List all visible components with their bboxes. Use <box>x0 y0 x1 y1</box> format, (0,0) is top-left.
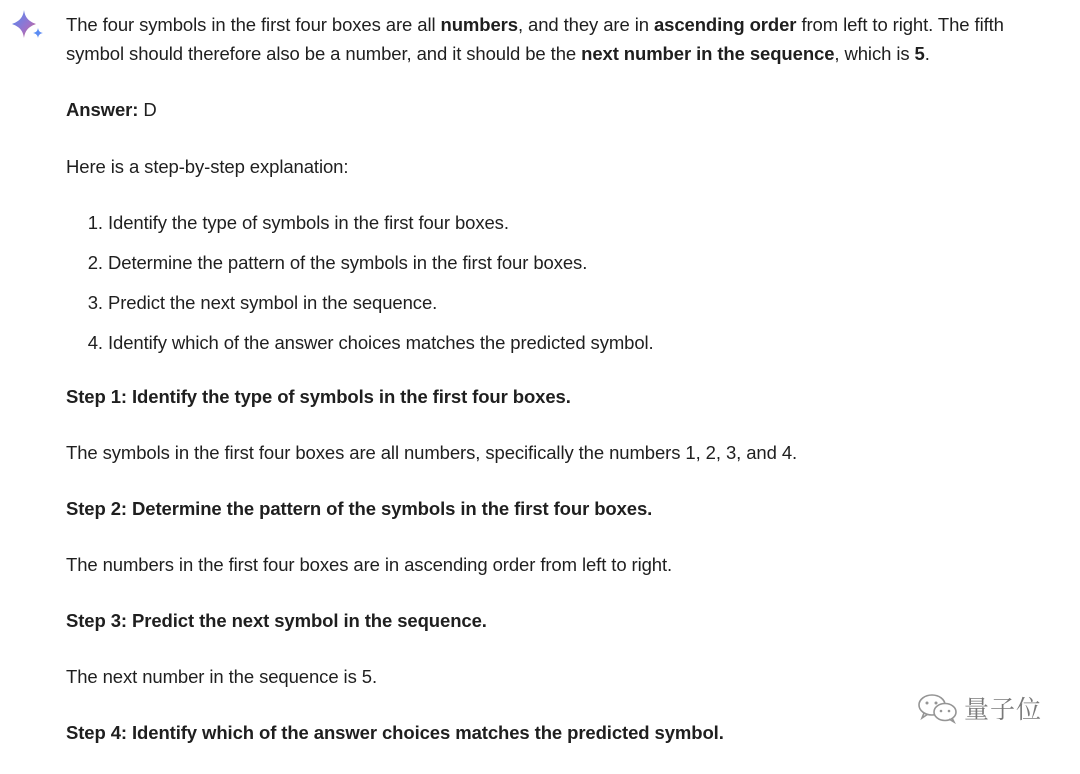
steps-list <box>66 208 1066 357</box>
intro-text-4: , which is <box>834 43 915 64</box>
watermark-text: 量子位 <box>964 695 1043 724</box>
watermark <box>916 690 1042 726</box>
explanation-lead: Here is a step-by-step explanation: <box>66 156 349 177</box>
step-2-text: The numbers in the first four boxes are in ascending order from left to right. <box>66 554 673 575</box>
answer-line <box>66 95 1066 124</box>
list-item: 2. Determine the pattern of the symbols in the first four boxes. <box>108 248 1066 277</box>
answer-label: Answer: <box>66 99 139 120</box>
intro-text-5: . <box>924 43 930 64</box>
list-item: 1. Identify the type of symbols in the first four boxes. <box>108 208 1066 237</box>
list-item: 4. Identify which of the answer choices matches the predicted symbol. <box>108 328 1066 357</box>
answer-value: D <box>138 99 157 120</box>
intro-bold-ascending: ascending order <box>653 14 797 35</box>
intro-text-1: The four symbols in the first four boxes are all <box>66 14 441 35</box>
intro-bold-five: 5 <box>914 43 925 64</box>
step-2-heading: Step 2: Determine the pattern of the symbols in the first four boxes. <box>66 498 653 519</box>
intro-text-3: from left to right. The fifth symbol should therefore also be a number, and it should be the <box>66 14 1004 64</box>
intro-bold-next-number: next number in the sequence <box>581 43 835 64</box>
step-1-text: The symbols in the first four boxes are all numbers, specifically the numbers 1, 2, 3, and 4. <box>66 442 798 463</box>
intro-paragraph <box>66 10 1066 68</box>
list-item: 3. Predict the next symbol in the sequence. <box>108 288 1066 317</box>
step-3-text: The next number in the sequence is 5. <box>66 666 377 687</box>
intro-bold-numbers: numbers <box>440 14 518 35</box>
response-content <box>66 10 1066 774</box>
intro-text-2: , and they are in <box>517 14 654 35</box>
gemini-sparkle-icon <box>8 8 48 44</box>
step-4-heading: Step 4: Identify which of the answer choices matches the predicted symbol. <box>66 722 724 743</box>
step-1-heading: Step 1: Identify the type of symbols in the first four boxes. <box>66 386 571 407</box>
wechat-icon <box>916 692 960 724</box>
step-3-heading: Step 3: Predict the next symbol in the sequence. <box>66 610 487 631</box>
